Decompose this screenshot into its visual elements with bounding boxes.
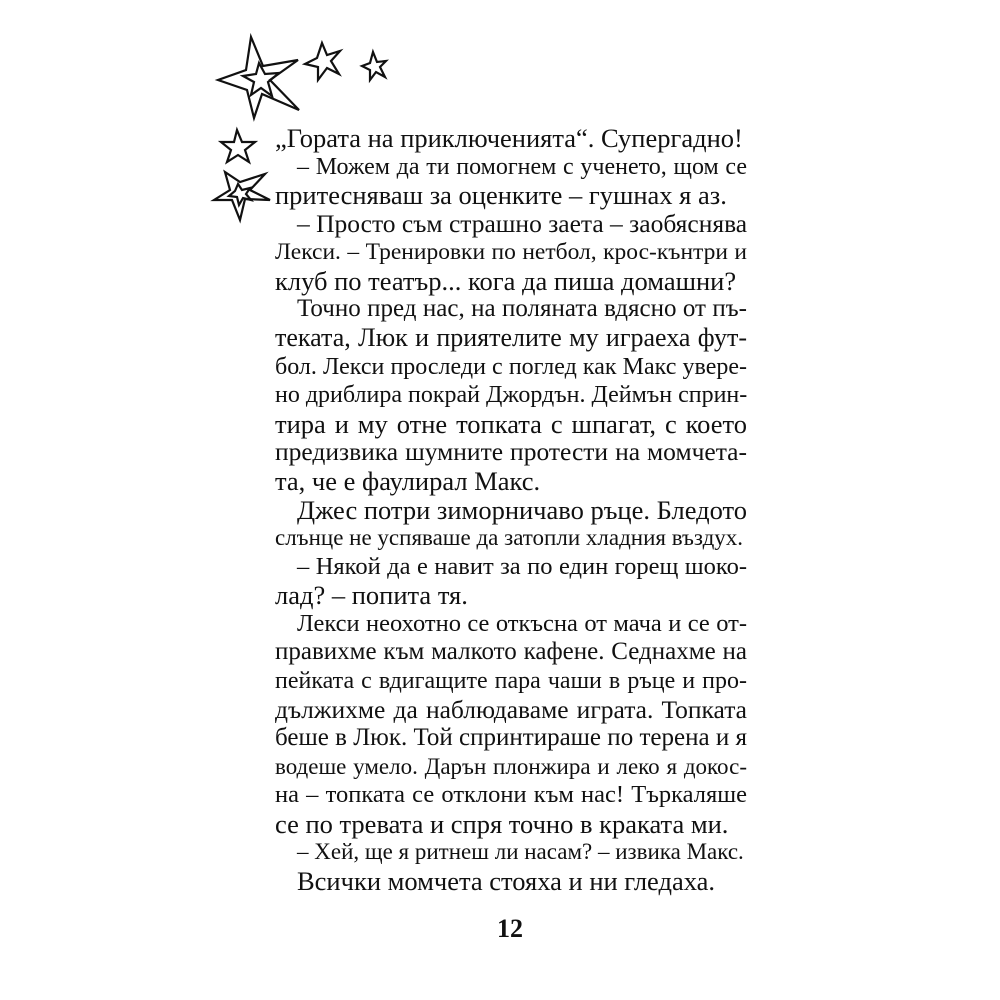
text-line: – Просто съм страшно заета – заобяснява (297, 208, 748, 238)
star-icon (305, 43, 340, 80)
text-line: – Някой да е навит за по един горещ шоко- (297, 552, 747, 580)
star-icon (362, 52, 386, 80)
text-line: бол. Лекси проследи с поглед как Макс увере- (275, 353, 747, 380)
text-line: – Можем да ти помогнем с ученето, щом се (297, 153, 747, 180)
text-line: „Гората на приключенията“. Супергадно! (275, 123, 743, 153)
text-line: клуб по театър... кога да пиша домашни? (275, 265, 737, 296)
text-line: но дриблира покрай Джордън. Деймън сприн- (275, 382, 748, 409)
body-text (275, 124, 747, 896)
star-icon (218, 37, 299, 118)
text-line: пейката с вдигащите пара чаши в ръце и про- (275, 667, 747, 694)
text-line: Всички момчета стояха и ни гледаха. (297, 866, 715, 897)
text-line: теката, Люк и приятелите му играеха фут- (275, 323, 747, 353)
text-line: предизвика шумните протести на момчета- (275, 437, 747, 467)
text-line: притесняваш за оценките – гушнах я аз. (275, 180, 727, 211)
text-line: слънце не успяваше да затопли хладния въздух. (275, 525, 744, 551)
text-line: се по тревата и спря точно в краката ми. (275, 808, 729, 839)
text-line: та, че е фаулирал Макс. (275, 465, 541, 496)
text-line: лад? – попита тя. (275, 580, 468, 611)
text-line: тира и му отне топката с шпагат, с което (275, 408, 747, 439)
text-line: Точно пред нас, на поляната вдясно от пъ- (297, 295, 747, 323)
text-line: на – топката се отклони към нас! Търкаляше (275, 781, 747, 809)
star-icon (214, 172, 270, 220)
text-line: Джес потри зиморничаво ръце. Бледото (297, 494, 747, 525)
text-line: дължихме да наблюдаваме играта. Топката (275, 694, 747, 724)
text-line: – Хей, ще я ритнеш ли насам? – извика Макс. (297, 839, 744, 865)
page-number: 12 (497, 914, 523, 943)
text-line: Лекси. – Тренировки по нетбол, крос-кънтри и (275, 239, 747, 266)
text-line: Лекси неохотно се откъсна от мача и се от- (297, 609, 747, 637)
text-line: водеше умело. Дарън плонжира и леко я докос- (275, 753, 747, 779)
star-icon (221, 130, 255, 162)
text-line: правихме към малкото кафене. Седнахме на (275, 638, 747, 666)
text-line: беше в Люк. Той спринтираше по терена и я (275, 724, 747, 752)
